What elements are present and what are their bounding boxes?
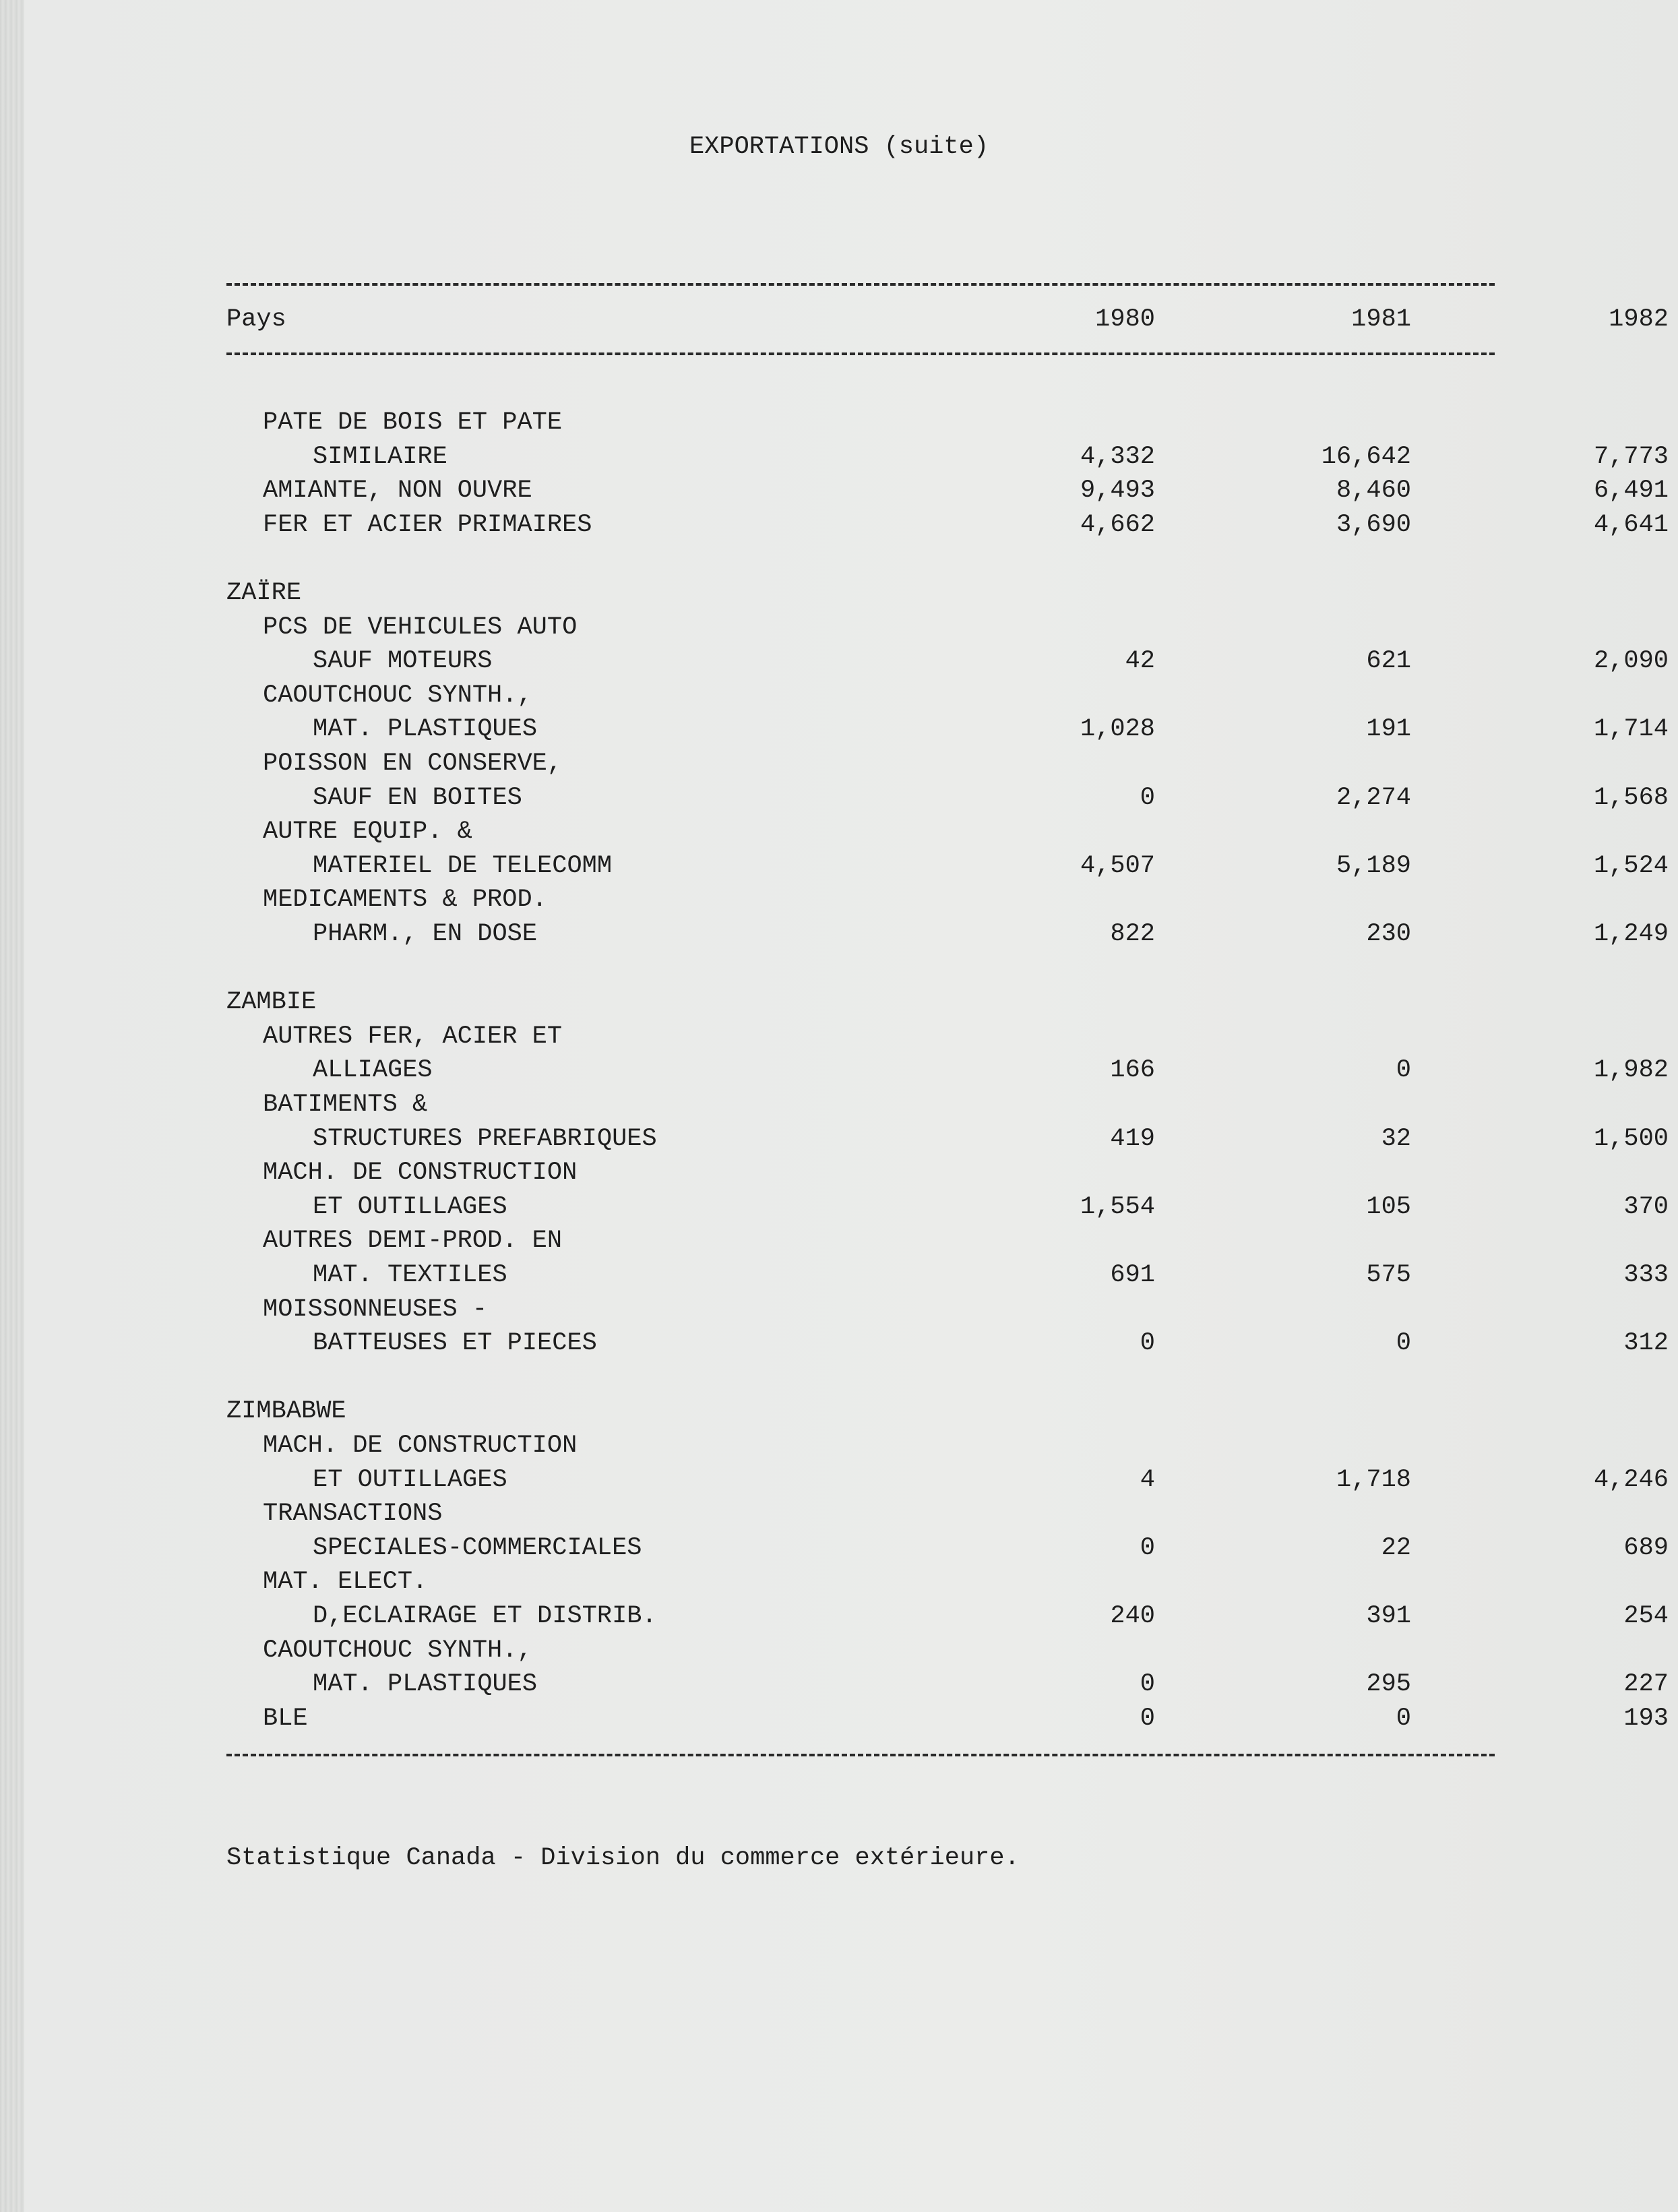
value-1981: 1,718	[1336, 1465, 1411, 1494]
value-1981: 22	[1381, 1533, 1411, 1562]
value-1980: 0	[1140, 1670, 1155, 1699]
product-label: MAT. ELECT.	[263, 1568, 428, 1597]
value-1980: 4,662	[1080, 510, 1155, 539]
product-label: ALLIAGES	[313, 1056, 433, 1085]
table-spacer-row	[226, 1361, 1495, 1395]
product-label: SIMILAIRE	[313, 442, 447, 471]
value-1981: 230	[1366, 920, 1411, 948]
value-1982: 1,982	[1593, 1056, 1669, 1085]
value-1982: 370	[1623, 1192, 1669, 1221]
product-label: MACH. DE CONSTRUCTION	[263, 1159, 578, 1188]
product-label: POISSON EN CONSERVE,	[263, 749, 563, 778]
table-row	[226, 1326, 1669, 1361]
product-label: ET OUTILLAGES	[313, 1192, 507, 1221]
value-1982: 1,714	[1593, 715, 1669, 744]
product-label: TRANSACTIONS	[263, 1500, 443, 1529]
value-1982: 1,568	[1593, 783, 1669, 812]
table-row	[226, 406, 1495, 440]
value-1982: 6,491	[1593, 477, 1669, 505]
table-row	[226, 1293, 1495, 1327]
value-1982: 7,773	[1593, 442, 1669, 471]
product-label: PATE DE BOIS ET PATE	[263, 408, 563, 437]
value-1981: 295	[1366, 1670, 1411, 1699]
product-label: AUTRES DEMI-PROD. EN	[263, 1227, 563, 1256]
value-1982: 193	[1623, 1704, 1669, 1733]
value-1982: 254	[1623, 1602, 1669, 1630]
table-row	[226, 1463, 1669, 1498]
product-label: AUTRE EQUIP. &	[263, 818, 472, 847]
table-row	[226, 1020, 1495, 1054]
table-row	[226, 508, 1669, 543]
product-label: MATERIEL DE TELECOMM	[313, 851, 613, 880]
value-1980: 0	[1140, 1329, 1155, 1358]
table-row	[226, 1702, 1669, 1736]
table-row	[226, 1258, 1669, 1293]
value-1980: 42	[1125, 647, 1155, 676]
table-row	[226, 1429, 1495, 1463]
value-1981: 0	[1396, 1704, 1411, 1733]
header-1980: 1980	[1095, 305, 1155, 334]
value-1980: 4,507	[1080, 851, 1155, 880]
country-label: ZIMBABWE	[226, 1397, 346, 1426]
value-1980: 822	[1110, 920, 1155, 948]
country-label: ZAMBIE	[226, 988, 317, 1017]
table-row	[226, 474, 1669, 508]
value-1982: 1,500	[1593, 1124, 1669, 1153]
value-1981: 5,189	[1336, 851, 1411, 880]
table-row	[226, 1565, 1495, 1599]
table-row	[226, 917, 1669, 952]
table-header-row	[226, 303, 1669, 337]
value-1980: 9,493	[1080, 477, 1155, 505]
header-pays: Pays	[226, 305, 286, 334]
value-1982: 227	[1623, 1670, 1669, 1699]
table-row	[226, 440, 1669, 474]
value-1982: 689	[1623, 1533, 1669, 1562]
table-row	[226, 849, 1669, 884]
header-top-rule	[226, 283, 1495, 286]
product-label: AUTRES FER, ACIER ET	[263, 1022, 563, 1051]
product-label: BATTEUSES ET PIECES	[313, 1329, 597, 1358]
value-1982: 312	[1623, 1329, 1669, 1358]
table-row	[226, 1224, 1495, 1258]
value-1982: 1,249	[1593, 920, 1669, 948]
value-1980: 0	[1140, 1704, 1155, 1733]
value-1981: 621	[1366, 647, 1411, 676]
product-label: STRUCTURES PREFABRIQUES	[313, 1124, 657, 1153]
product-label: ET OUTILLAGES	[313, 1465, 507, 1494]
product-label: MEDICAMENTS & PROD.	[263, 886, 547, 915]
table-row	[226, 576, 1495, 611]
value-1982: 1,524	[1593, 851, 1669, 880]
value-1981: 16,642	[1321, 442, 1411, 471]
value-1980: 4	[1140, 1465, 1155, 1494]
table-row	[226, 1599, 1669, 1634]
table-row	[226, 712, 1669, 747]
product-label: BATIMENTS &	[263, 1090, 428, 1119]
product-label: SAUF EN BOITES	[313, 783, 522, 812]
value-1982: 4,641	[1593, 510, 1669, 539]
table-row	[226, 1667, 1669, 1702]
product-label: PCS DE VEHICULES AUTO	[263, 613, 578, 642]
product-label: MOISSONNEUSES -	[263, 1295, 488, 1324]
value-1981: 575	[1366, 1261, 1411, 1289]
product-label: D,ECLAIRAGE ET DISTRIB.	[313, 1602, 657, 1630]
product-label: FER ET ACIER PRIMAIRES	[263, 510, 592, 539]
value-1980: 1,554	[1080, 1192, 1155, 1221]
table-row	[226, 611, 1495, 645]
table-row	[226, 1122, 1669, 1157]
value-1980: 0	[1140, 783, 1155, 812]
table-row	[226, 1497, 1495, 1531]
value-1980: 419	[1110, 1124, 1155, 1153]
value-1981: 0	[1396, 1056, 1411, 1085]
header-1982: 1982	[1609, 305, 1669, 334]
table-row	[226, 1394, 1495, 1429]
country-label: ZAÏRE	[226, 579, 302, 607]
value-1981: 32	[1381, 1124, 1411, 1153]
value-1980: 166	[1110, 1056, 1155, 1085]
product-label: SPECIALES-COMMERCIALES	[313, 1533, 642, 1562]
table-row	[226, 781, 1669, 816]
product-label: PHARM., EN DOSE	[313, 920, 538, 948]
value-1981: 0	[1396, 1329, 1411, 1358]
value-1982: 2,090	[1593, 647, 1669, 676]
value-1982: 333	[1623, 1261, 1669, 1289]
value-1980: 1,028	[1080, 715, 1155, 744]
product-label: MAT. PLASTIQUES	[313, 1670, 538, 1699]
product-label: CAOUTCHOUC SYNTH.,	[263, 681, 532, 710]
table-row	[226, 679, 1495, 713]
table-row	[226, 747, 1495, 781]
product-label: AMIANTE, NON OUVRE	[263, 477, 532, 505]
value-1981: 3,690	[1336, 510, 1411, 539]
table-spacer-row	[226, 542, 1495, 576]
value-1980: 240	[1110, 1602, 1155, 1630]
value-1981: 8,460	[1336, 477, 1411, 505]
value-1980: 0	[1140, 1533, 1155, 1562]
table-row	[226, 883, 1495, 917]
table-row	[226, 985, 1495, 1020]
product-label: BLE	[263, 1704, 308, 1733]
table-row	[226, 1634, 1495, 1668]
header-bottom-rule	[226, 352, 1495, 355]
value-1982: 4,246	[1593, 1465, 1669, 1494]
header-1981: 1981	[1351, 305, 1411, 334]
product-label: MAT. PLASTIQUES	[313, 715, 538, 744]
product-label: SAUF MOTEURS	[313, 647, 493, 676]
source-footer: Statistique Canada - Division du commerce extérieure.	[226, 1844, 1020, 1872]
value-1981: 2,274	[1336, 783, 1411, 812]
table-row	[226, 1531, 1669, 1566]
value-1981: 105	[1366, 1192, 1411, 1221]
value-1980: 691	[1110, 1261, 1155, 1289]
table-row	[226, 644, 1669, 679]
table-spacer-row	[226, 952, 1495, 986]
value-1981: 191	[1366, 715, 1411, 744]
value-1981: 391	[1366, 1602, 1411, 1630]
product-label: MAT. TEXTILES	[313, 1261, 507, 1289]
table-bottom-rule	[226, 1754, 1495, 1756]
value-1980: 4,332	[1080, 442, 1155, 471]
product-label: CAOUTCHOUC SYNTH.,	[263, 1636, 532, 1665]
page-stack-edge	[0, 0, 24, 2212]
product-label: MACH. DE CONSTRUCTION	[263, 1432, 578, 1460]
table-row	[226, 1190, 1669, 1225]
table-row	[226, 1053, 1669, 1088]
table-row	[226, 815, 1495, 849]
table-row	[226, 1156, 1495, 1190]
page-title: EXPORTATIONS (suite)	[689, 133, 989, 161]
table-row	[226, 1088, 1495, 1122]
